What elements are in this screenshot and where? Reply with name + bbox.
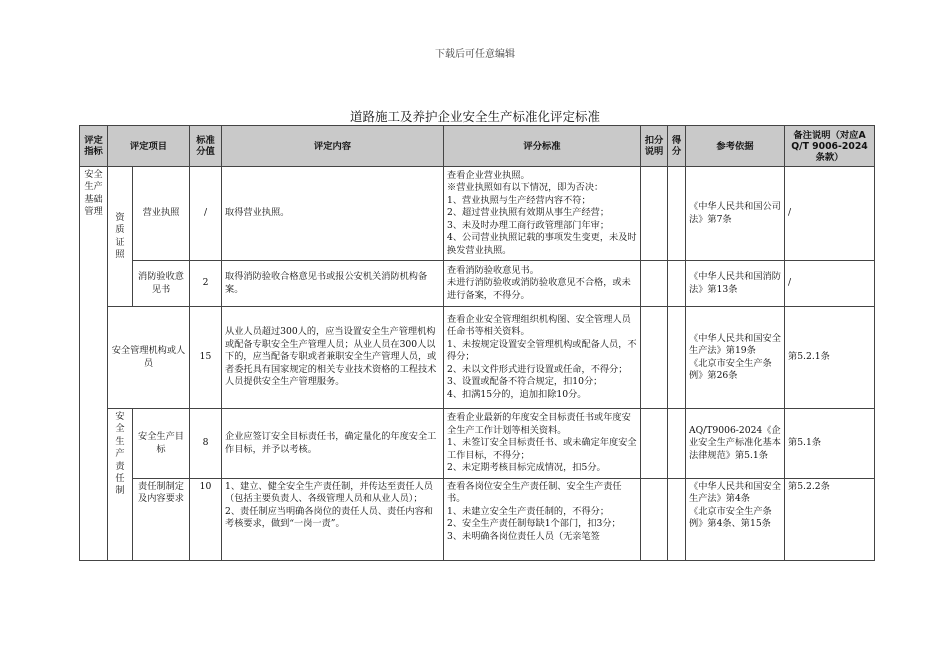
content-cell: 企业应签订安全目标责任书，确定量化的年度安全工作目标，并予以考核。 <box>222 409 444 479</box>
item-cell: 营业执照 <box>133 167 190 261</box>
col-header-gain: 得分 <box>668 126 686 167</box>
basis-cell: AQ/T9006-2024《企业安全生产标准化基本法律规范》第5.1条 <box>686 409 785 479</box>
basis-cell: 《中华人民共和国公司法》第7条 <box>686 167 785 261</box>
content-cell: 1、建立、健全安全生产责任制，并传达至责任人员（包括主要负责人、各级管理人员和从业人员）； 2、责任制应当明确各岗位的责任人员、责任内容和考核要求，做到“一岗一责”。 <box>222 479 444 561</box>
table-row <box>80 409 875 479</box>
basis-cell: 《中华人民共和国安全生产法》第4条 《北京市安全生产条例》第4条、第15条 <box>686 479 785 561</box>
remark-cell: / <box>785 261 875 307</box>
deduct-cell <box>641 261 668 307</box>
score-cell: 15 <box>190 307 222 409</box>
deduct-cell <box>641 479 668 561</box>
col-header-indicator: 评定指标 <box>80 126 108 167</box>
score-cell: 10 <box>190 479 222 561</box>
criteria-cell: 查看企业营业执照。 ※营业执照如有以下情况，即为否决： 1、营业执照与生产经营内容不符； 2、超过营业执照有效期从事生产经营； 3、未及时办理工商行政管理部门年审； 4、公司营业执照记载的事项发生变更，未及时换发营业执照。 <box>444 167 641 261</box>
col-header-score: 标准分值 <box>190 126 222 167</box>
col-header-deduct: 扣分说明 <box>641 126 668 167</box>
basis-cell: 《中华人民共和国安全生产法》第19条 《北京市安全生产条例》第26条 <box>686 307 785 409</box>
gain-cell <box>668 307 686 409</box>
deduct-cell <box>641 409 668 479</box>
col-header-criteria: 评分标准 <box>444 126 641 167</box>
basis-cell: 《中华人民共和国消防法》第13条 <box>686 261 785 307</box>
item-cell: 消防验收意见书 <box>133 261 190 307</box>
col-header-basis: 参考依据 <box>686 126 785 167</box>
gain-cell <box>668 409 686 479</box>
table-row <box>80 261 875 307</box>
evaluation-standard-table <box>79 125 875 561</box>
remark-cell: / <box>785 167 875 261</box>
criteria-cell: 查看企业安全管理组织机构图、安全管理人员任命书等相关资料。 1、未按规定设置安全管理机构或配备人员，不得分； 2、未以文件形式进行设置或任命，不得分； 3、设置或配备不符合规定，扣10分； 4、扣满15分的，追加扣除10分。 <box>444 307 641 409</box>
deduct-cell <box>641 167 668 261</box>
col-header-item: 评定项目 <box>108 126 190 167</box>
content-cell: 取得消防验收合格意见书或报公安机关消防机构备案。 <box>222 261 444 307</box>
gain-cell <box>668 261 686 307</box>
remark-cell: 第5.2.2条 <box>785 479 875 561</box>
score-cell: / <box>190 167 222 261</box>
criteria-cell: 查看企业最新的年度安全目标责任书或年度安全生产工作计划等相关资料。 1、未签订安全目标责任书、或未确定年度安全工作目标，不得分； 2、未定期考核目标完成情况，扣5分。 <box>444 409 641 479</box>
item-cell: 责任制制定及内容要求 <box>133 479 190 561</box>
remark-cell: 第5.1条 <box>785 409 875 479</box>
gain-cell <box>668 479 686 561</box>
table-row <box>80 479 875 561</box>
item-cell: 安全管理机构或人员 <box>108 307 190 409</box>
col-header-remark: 备注说明（对应AQ/T 9006-2024条款） <box>785 126 875 167</box>
page-header-note: 下载后可任意编辑 <box>435 49 515 60</box>
gain-cell <box>668 167 686 261</box>
criteria-cell: 查看各岗位安全生产责任制、安全生产责任书。 1、未建立安全生产责任制的，不得分； 2、安全生产责任制每缺1个部门，扣3分； 3、未明确各岗位责任人员（无亲笔签 <box>444 479 641 561</box>
col-header-content: 评定内容 <box>222 126 444 167</box>
table-header-row <box>80 126 875 167</box>
indicator-cell: 安全生产基础管理 <box>80 167 108 561</box>
group-cell-qualification: 资质证照 <box>108 167 133 307</box>
content-cell: 取得营业执照。 <box>222 167 444 261</box>
item-cell: 安全生产目标 <box>133 409 190 479</box>
score-cell: 2 <box>190 261 222 307</box>
group-cell-responsibility: 安全生产责任制 <box>108 409 133 561</box>
deduct-cell <box>641 307 668 409</box>
score-cell: 8 <box>190 409 222 479</box>
criteria-cell: 查看消防验收意见书。 未进行消防验收或消防验收意见不合格，或未进行备案，不得分。 <box>444 261 641 307</box>
remark-cell: 第5.2.1条 <box>785 307 875 409</box>
content-cell: 从业人员超过300人的，应当设置安全生产管理机构或配备专职安全生产管理人员；从业人员在300人以下的，应当配备专职或者兼职安全生产管理人员，或者委托具有国家规定的相关专业技术资格的工程技术人员提供安全生产管理服务。 <box>222 307 444 409</box>
table-row <box>80 167 875 261</box>
table-row <box>80 307 875 409</box>
document-title: 道路施工及养护企业安全生产标准化评定标准 <box>349 109 600 124</box>
